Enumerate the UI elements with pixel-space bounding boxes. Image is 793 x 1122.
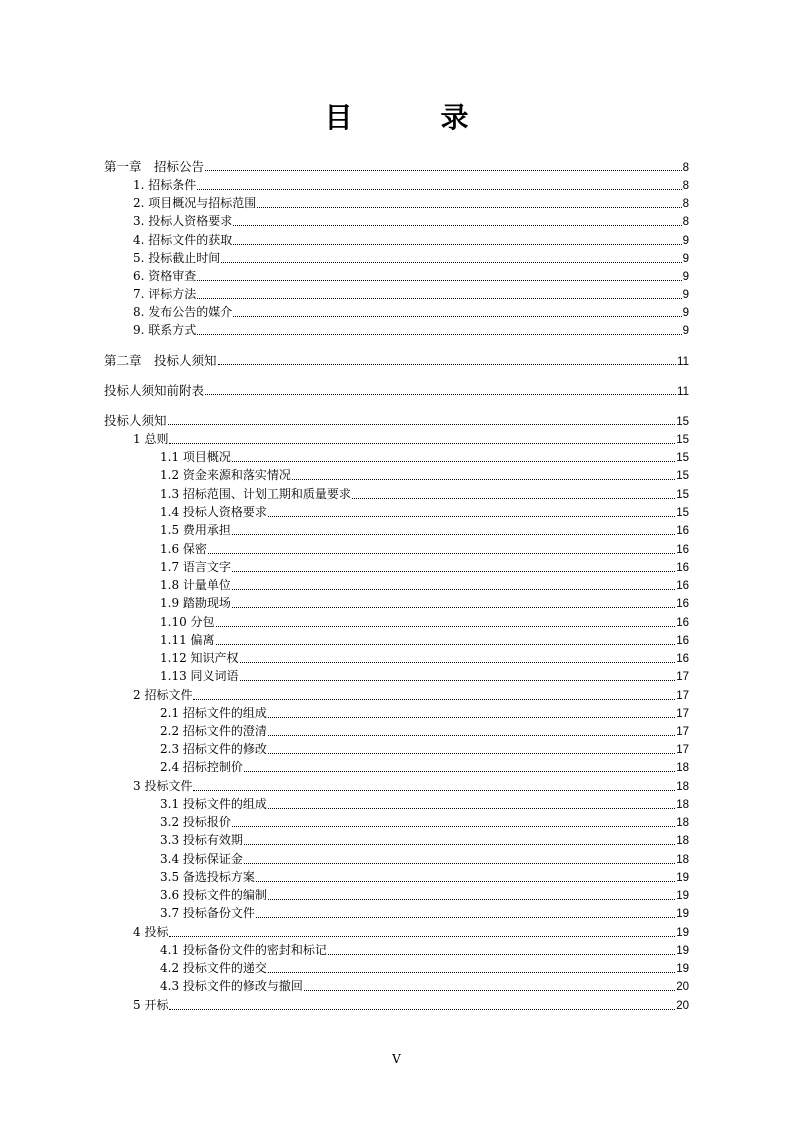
dot-leader [268, 962, 675, 974]
toc-entry[interactable] [133, 285, 689, 303]
toc-entry-page: 19 [676, 908, 689, 920]
dot-leader [208, 543, 675, 555]
toc-entry-label: 3.6 投标文件的编制 [160, 888, 267, 902]
toc-entry[interactable] [133, 777, 689, 795]
dot-leader [233, 215, 681, 227]
toc-entry[interactable] [160, 503, 689, 521]
toc-entry-label: 第一章 招标公告 [104, 160, 205, 174]
toc-entry-label: 投标人须知前附表 [104, 384, 205, 398]
toc-entry-label: 7. 评标方法 [133, 287, 197, 301]
dot-leader [244, 761, 675, 773]
toc-entry[interactable] [160, 722, 689, 740]
toc-entry-label: 2.2 招标文件的澄清 [160, 724, 267, 738]
toc-entry[interactable] [160, 740, 689, 758]
page-number: V [392, 1052, 401, 1066]
toc-entry-label: 1.10 分包 [160, 615, 215, 629]
toc-entry[interactable] [160, 850, 689, 868]
dot-leader [197, 324, 681, 336]
toc-entry-label: 1.4 投标人资格要求 [160, 505, 267, 519]
toc-entry[interactable] [160, 613, 689, 631]
dot-leader [328, 944, 675, 956]
dot-leader [257, 197, 681, 209]
toc-entry-page: 18 [676, 799, 689, 811]
toc-entry-page: 9 [682, 235, 689, 247]
toc-entry-label: 1.3 招标范围、计划工期和质量要求 [160, 487, 351, 501]
toc-entry[interactable] [133, 249, 689, 267]
toc-entry-page: 16 [676, 544, 689, 556]
dot-leader [197, 288, 681, 300]
dot-leader [169, 999, 675, 1011]
toc-entry-page: 15 [676, 452, 689, 464]
toc-entry-page: 20 [676, 1000, 689, 1012]
toc-entry-label: 4.2 投标文件的递交 [160, 961, 267, 975]
toc-entry-label: 1.2 资金来源和落实情况 [160, 468, 291, 482]
toc-entry-page: 15 [676, 470, 689, 482]
dot-leader [168, 414, 676, 426]
toc-entry[interactable] [104, 351, 689, 369]
toc-entry[interactable] [160, 813, 689, 831]
toc-entry-label: 8. 发布公告的媒介 [133, 305, 233, 319]
toc-entry[interactable] [160, 704, 689, 722]
toc-entry-label: 4.1 投标备份文件的密封和标记 [160, 943, 327, 957]
toc-entry-label: 5 开标 [133, 998, 169, 1012]
toc-entry[interactable] [133, 996, 689, 1014]
toc-entry-label: 3. 投标人资格要求 [133, 214, 233, 228]
toc-entry[interactable] [160, 959, 689, 977]
toc-entry-page: 9 [682, 307, 689, 319]
dot-leader [169, 926, 675, 938]
dot-leader [205, 160, 682, 172]
toc-entry-page: 20 [676, 981, 689, 993]
toc-entry-label: 1. 招标条件 [133, 178, 197, 192]
dot-leader [268, 798, 675, 810]
dot-leader [232, 524, 675, 536]
toc-entry-page: 8 [682, 198, 689, 210]
toc-entry-page: 18 [676, 762, 689, 774]
toc-entry-label: 3.1 投标文件的组成 [160, 797, 267, 811]
toc-entry-page: 16 [676, 525, 689, 537]
dot-leader [352, 488, 675, 500]
toc-entry-label: 2.3 招标文件的修改 [160, 742, 267, 756]
toc-entry-page: 16 [676, 580, 689, 592]
toc-entry[interactable] [160, 886, 689, 904]
dot-leader [292, 469, 675, 481]
toc-entry[interactable] [133, 176, 689, 194]
toc-entry-page: 8 [682, 162, 689, 174]
dot-leader [304, 980, 675, 992]
toc-entry-page: 17 [676, 690, 689, 702]
toc-entry-label: 6. 资格审查 [133, 269, 197, 283]
dot-leader [233, 306, 681, 318]
dot-leader [232, 561, 675, 573]
toc-entry-page: 15 [676, 489, 689, 501]
dot-leader [169, 433, 675, 445]
toc-entry-label: 5. 投标截止时间 [133, 251, 221, 265]
dot-leader [232, 451, 675, 463]
toc-entry[interactable] [133, 303, 689, 321]
dot-leader [216, 616, 676, 628]
toc-entry[interactable] [104, 157, 689, 175]
toc-entry-page: 19 [676, 927, 689, 939]
toc-entry-label: 4 投标 [133, 925, 169, 939]
toc-entry[interactable] [133, 430, 689, 448]
toc-entry-label: 2 招标文件 [133, 688, 193, 702]
toc-entry[interactable] [160, 831, 689, 849]
toc-entry-label: 3 投标文件 [133, 779, 193, 793]
dot-leader [244, 834, 675, 846]
toc-entry[interactable] [133, 686, 689, 704]
dot-leader [232, 597, 675, 609]
toc-entry[interactable] [160, 904, 689, 922]
toc-entry-page: 18 [676, 781, 689, 793]
toc-entry[interactable] [133, 321, 689, 339]
toc-entry-label: 1.1 项目概况 [160, 450, 231, 464]
toc-entry-label: 1.13 同义词语 [160, 669, 239, 683]
toc-entry[interactable] [160, 667, 689, 685]
dot-leader [256, 871, 675, 883]
toc-entry[interactable] [160, 521, 689, 539]
toc-entry[interactable] [160, 649, 689, 667]
toc-entry-label: 1.8 计量单位 [160, 578, 231, 592]
dot-leader [218, 354, 677, 366]
toc-entry[interactable] [160, 576, 689, 594]
toc-entry[interactable] [133, 267, 689, 285]
toc-entry-page: 16 [676, 635, 689, 647]
toc-entry-page: 19 [676, 963, 689, 975]
toc-entry-label: 3.4 投标保证金 [160, 852, 243, 866]
dot-leader [216, 634, 676, 646]
toc-entry-label: 3.2 投标报价 [160, 815, 231, 829]
toc-entry-label: 1.5 费用承担 [160, 523, 231, 537]
toc-entry[interactable] [160, 485, 689, 503]
dot-leader [240, 652, 676, 664]
toc-entry[interactable] [160, 941, 689, 959]
toc-entry[interactable] [160, 448, 689, 466]
toc-entry-label: 2. 项目概况与招标范围 [133, 196, 257, 210]
toc-entry-label: 1 总则 [133, 432, 169, 446]
toc-entry[interactable] [160, 758, 689, 776]
dot-leader [221, 252, 681, 264]
dot-leader [268, 506, 675, 518]
dot-leader [268, 707, 675, 719]
dot-leader [232, 579, 675, 591]
toc-entry-page: 19 [676, 890, 689, 902]
toc-entry-page: 18 [676, 854, 689, 866]
toc-entry[interactable] [160, 466, 689, 484]
dot-leader [268, 725, 675, 737]
toc-entry-label: 2.4 招标控制价 [160, 760, 243, 774]
toc-entry-label: 3.7 投标备份文件 [160, 906, 255, 920]
toc-entry-page: 17 [676, 744, 689, 756]
toc-entry-page: 15 [676, 507, 689, 519]
dot-leader [193, 689, 675, 701]
toc-entry[interactable] [160, 795, 689, 813]
dot-leader [193, 780, 675, 792]
toc-entry-label: 9. 联系方式 [133, 323, 197, 337]
toc-entry-label: 3.5 备选投标方案 [160, 870, 255, 884]
toc-entry-page: 16 [676, 617, 689, 629]
dot-leader [197, 179, 681, 191]
toc-entry-page: 16 [676, 598, 689, 610]
toc-entry-label: 4. 招标文件的获取 [133, 233, 233, 247]
toc-entry-label: 3.3 投标有效期 [160, 833, 243, 847]
toc-entry[interactable] [104, 411, 689, 429]
dot-leader [256, 907, 675, 919]
toc-entry-label: 1.7 语言文字 [160, 560, 231, 574]
toc-entry[interactable] [133, 231, 689, 249]
toc-entry-label: 第二章 投标人须知 [104, 354, 217, 368]
dot-leader [244, 853, 675, 865]
toc-entry-page: 9 [682, 289, 689, 301]
toc-entry[interactable] [133, 212, 689, 230]
toc-entry[interactable] [133, 194, 689, 212]
toc-entry-page: 15 [676, 434, 689, 446]
dot-leader [232, 816, 675, 828]
toc-entry-page: 19 [676, 945, 689, 957]
toc-entry-page: 11 [677, 356, 689, 368]
toc-entry[interactable] [133, 923, 689, 941]
toc-entry-label: 1.9 踏勘现场 [160, 596, 231, 610]
toc-entry-page: 9 [682, 271, 689, 283]
toc-entry-label: 4.3 投标文件的修改与撤回 [160, 979, 303, 993]
toc-entry[interactable] [160, 868, 689, 886]
toc-entry-page: 18 [676, 835, 689, 847]
toc-entry-label: 2.1 招标文件的组成 [160, 706, 267, 720]
dot-leader [205, 384, 676, 396]
toc-entry-label: 1.6 保密 [160, 542, 207, 556]
dot-leader [268, 743, 675, 755]
toc-entry-label: 投标人须知 [104, 414, 167, 428]
toc-entry-page: 11 [677, 386, 689, 398]
toc-entry-page: 9 [682, 253, 689, 265]
dot-leader [197, 270, 681, 282]
toc-entry-page: 19 [676, 872, 689, 884]
toc-entry-page: 17 [676, 708, 689, 720]
toc-entry-page: 17 [676, 671, 689, 683]
dot-leader [268, 889, 675, 901]
toc-entry-page: 18 [676, 817, 689, 829]
toc-entry-label: 1.11 偏离 [160, 633, 215, 647]
toc-entry-page: 8 [682, 216, 689, 228]
toc-entry-page: 15 [676, 416, 689, 428]
dot-leader [233, 234, 681, 246]
toc-entry[interactable] [104, 381, 689, 399]
dot-leader [240, 670, 676, 682]
toc-entry[interactable] [160, 594, 689, 612]
toc-entry-label: 1.12 知识产权 [160, 651, 239, 665]
page-title: 目 录 [324, 101, 499, 134]
toc-entry-page: 16 [676, 562, 689, 574]
toc-entry-page: 8 [682, 180, 689, 192]
toc-entry[interactable] [160, 558, 689, 576]
toc-entry-page: 16 [676, 653, 689, 665]
toc-entry[interactable] [160, 631, 689, 649]
toc-entry-page: 17 [676, 726, 689, 738]
toc-entry[interactable] [160, 977, 689, 995]
toc-entry-page: 9 [682, 325, 689, 337]
toc-entry[interactable] [160, 540, 689, 558]
